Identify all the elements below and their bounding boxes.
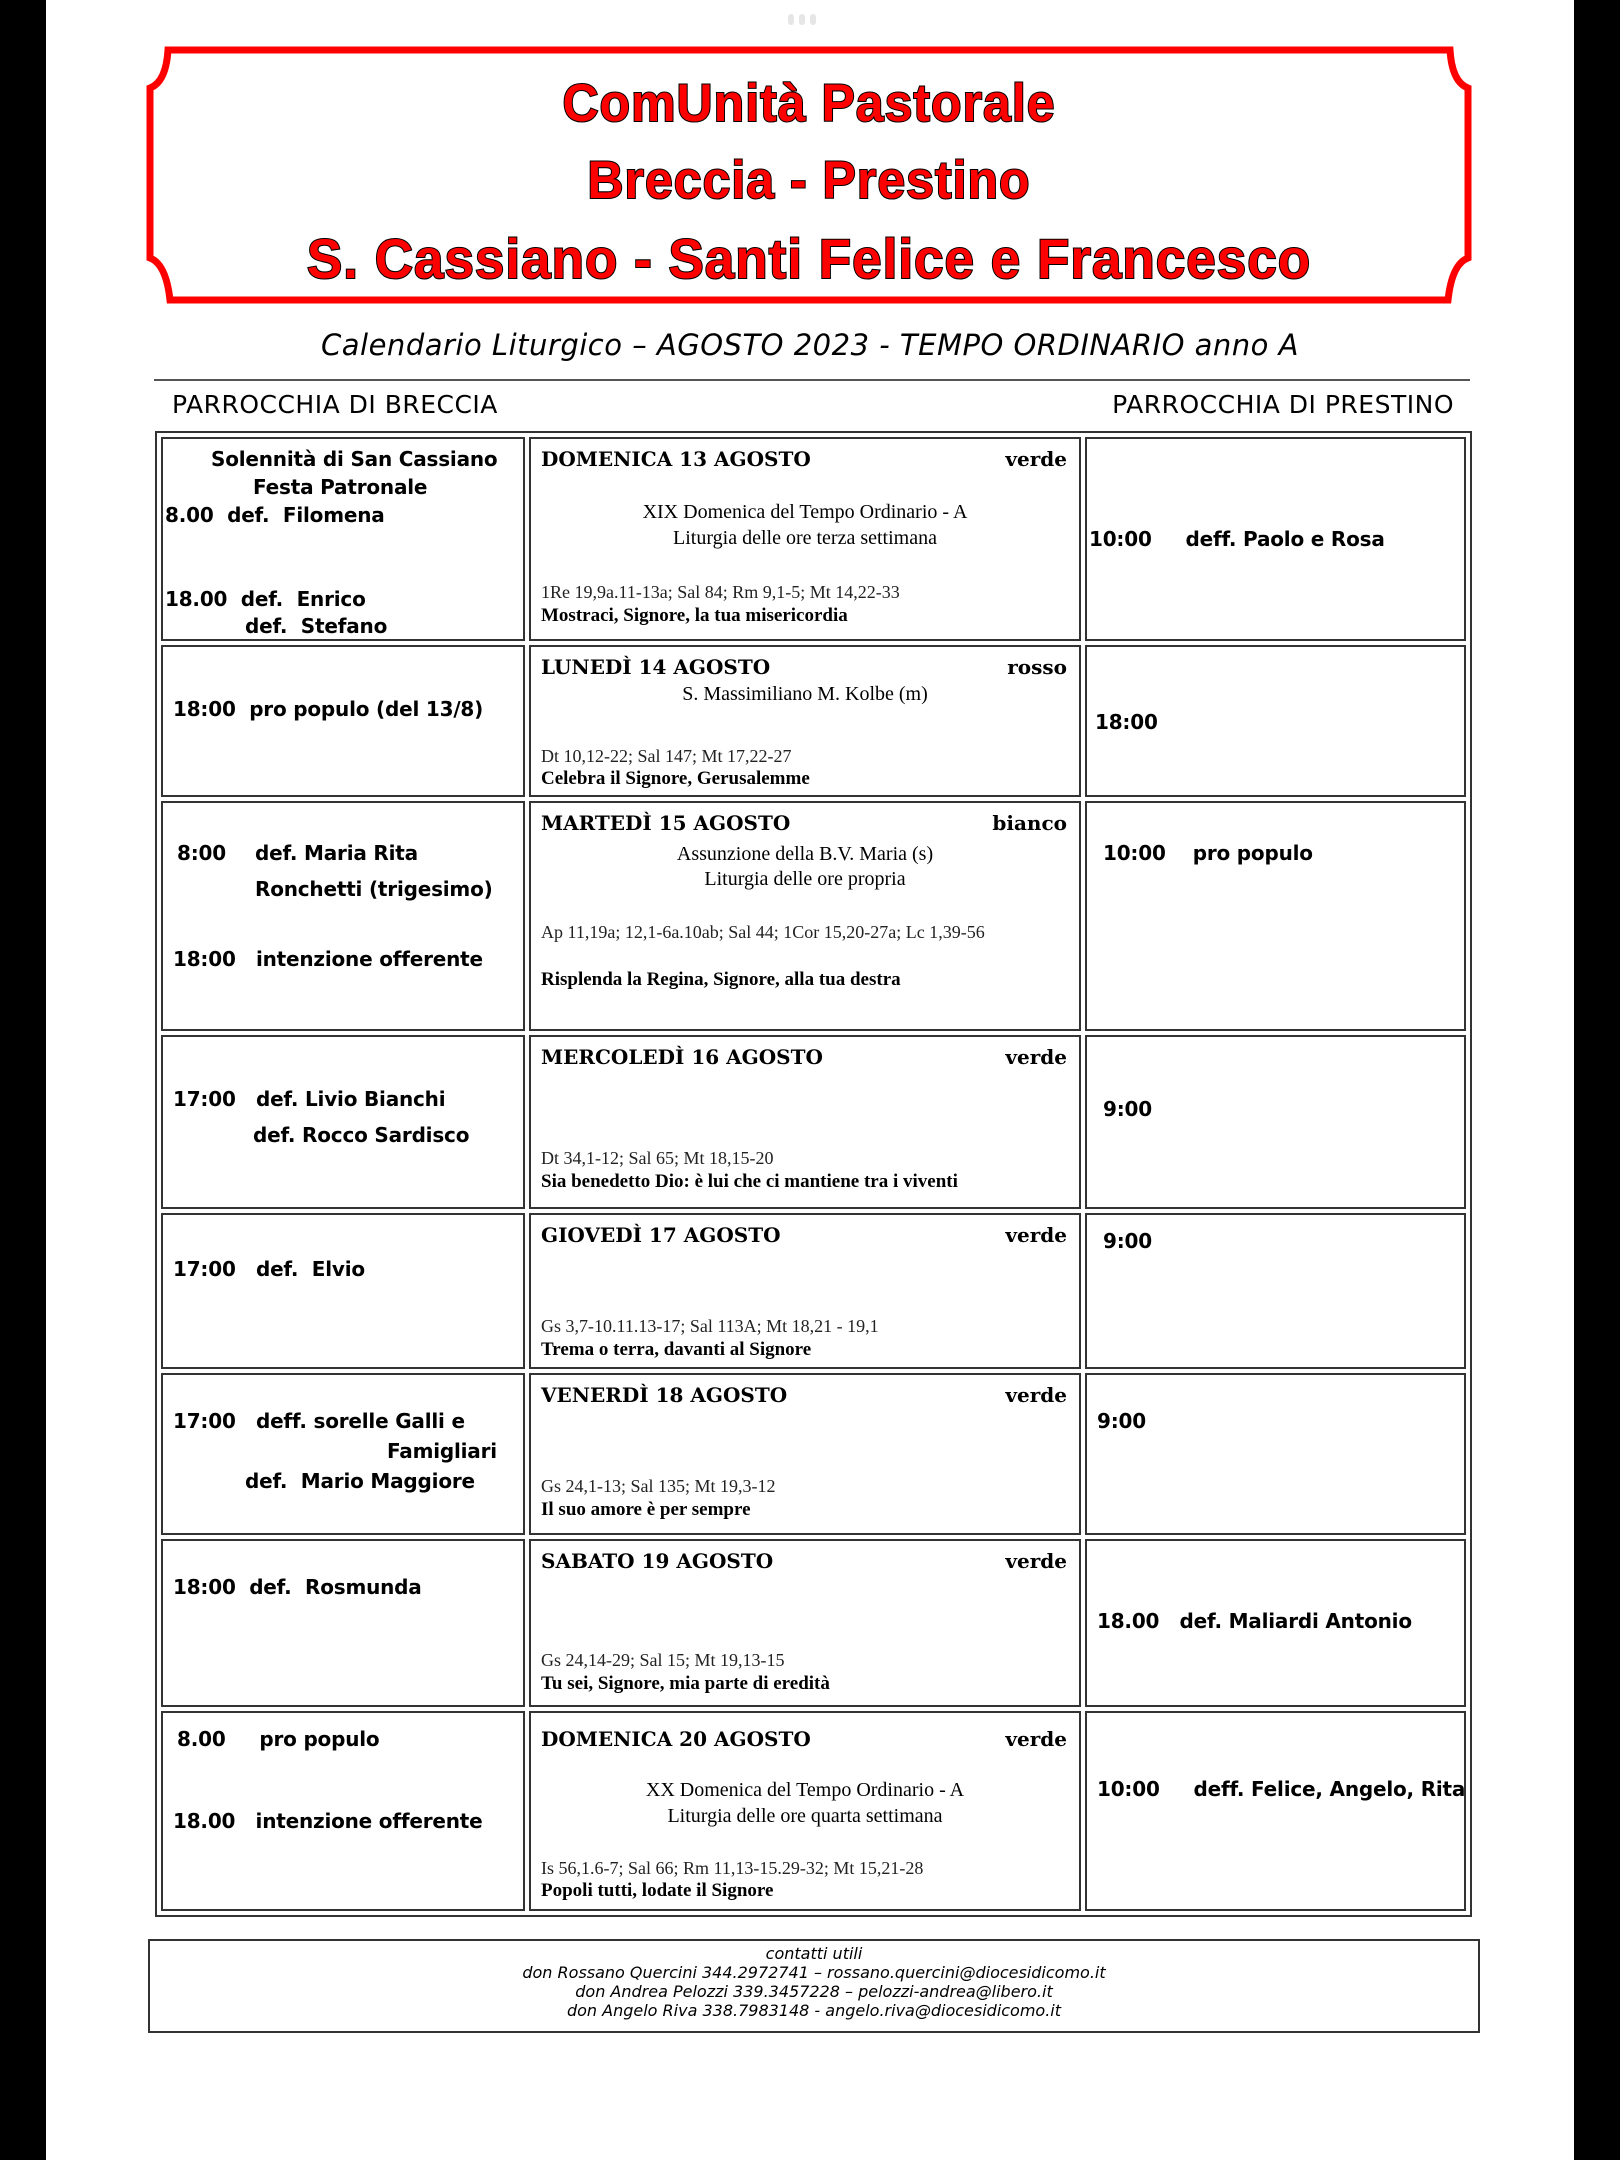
breccia-mass: Famigliari [387, 1439, 497, 1463]
prestino-cell [1085, 645, 1466, 797]
breccia-mass: 18:00 pro populo (del 13/8) [173, 697, 484, 721]
readings: Dt 34,1-12; Sal 65; Mt 18,15-20 [541, 1148, 774, 1168]
day-title: GIOVEDÌ 17 AGOSTO [541, 1223, 781, 1247]
liturgical-color: verde [1005, 1383, 1067, 1407]
psalm-response: Tu sei, Signore, mia parte di eredità [541, 1673, 830, 1694]
viewer-right-margin [1574, 0, 1620, 2160]
prestino-cell [1085, 437, 1466, 641]
prestino-mass: 10:00 deff. Felice, Angelo, Rita [1097, 1777, 1466, 1801]
breccia-mass: def. Mario Maggiore [245, 1469, 475, 1493]
more-options-handle-icon[interactable] [788, 14, 816, 25]
parish-breccia-heading: PARROCCHIA DI BRECCIA [172, 390, 498, 419]
day-cell [529, 801, 1081, 1031]
breccia-cell [161, 1711, 525, 1911]
day-cell [529, 1373, 1081, 1535]
psalm-response: Popoli tutti, lodate il Signore [541, 1880, 774, 1901]
contact-line: don Rossano Quercini 344.2972741 – rossano.quercini@diocesidicomo.it [522, 1963, 1106, 1982]
day-title: SABATO 19 AGOSTO [541, 1549, 774, 1573]
liturgical-color: verde [1005, 1223, 1067, 1247]
day-title: VENERDÌ 18 AGOSTO [541, 1383, 788, 1407]
breccia-mass: def. Maria Rita [255, 841, 418, 865]
viewer-left-margin [0, 0, 46, 2160]
day-header [541, 1223, 1067, 1247]
breccia-mass: Ronchetti (trigesimo) [255, 877, 493, 901]
prestino-cell [1085, 1539, 1466, 1707]
breccia-mass: 8.00 def. Filomena [165, 503, 385, 527]
prestino-mass: 9:00 [1103, 1229, 1152, 1253]
feast-line: Assunzione della B.V. Maria (s) [676, 843, 934, 865]
breccia-cell [161, 1213, 525, 1369]
divider [154, 379, 1470, 381]
prestino-mass: 18:00 [1095, 710, 1158, 734]
header-banner [146, 46, 1472, 304]
readings: 1Re 19,9a.11-13a; Sal 84; Rm 9,1-5; Mt 14,22-33 [541, 582, 900, 602]
day-header [541, 447, 1067, 471]
liturgical-color: rosso [1007, 655, 1067, 679]
psalm-response: Trema o terra, davanti al Signore [541, 1339, 812, 1360]
prestino-cell [1085, 1711, 1466, 1911]
breccia-mass: 18.00 intenzione offerente [173, 1809, 483, 1833]
feast-line: Liturgia delle ore quarta settimana [667, 1805, 943, 1827]
day-header [541, 1383, 1067, 1407]
prestino-cell [1085, 1213, 1466, 1369]
breccia-mass: 17:00 deff. sorelle Galli e [173, 1409, 465, 1433]
day-cell [529, 1035, 1081, 1209]
breccia-cell [161, 1035, 525, 1209]
breccia-cell [161, 437, 525, 641]
day-header [541, 655, 1067, 679]
day-header [541, 1727, 1067, 1751]
banner-title-line-3: S. Cassiano - Santi Felice e Francesco [306, 228, 1312, 291]
calendar-table [155, 431, 1472, 1917]
feast-line: Liturgia delle ore propria [704, 868, 906, 890]
feast-line: S. Massimiliano M. Kolbe (m) [682, 683, 928, 705]
breccia-mass: 8.00 pro populo [177, 1727, 380, 1751]
psalm-response: Mostraci, Signore, la tua misericordia [541, 605, 848, 626]
breccia-mass: 17:00 def. Livio Bianchi [173, 1087, 446, 1111]
prestino-mass: 9:00 [1103, 1097, 1152, 1121]
breccia-cell [161, 645, 525, 797]
liturgical-color: verde [1005, 1727, 1067, 1751]
breccia-cell [161, 801, 525, 1031]
feast-line: Liturgia delle ore terza settimana [673, 527, 937, 549]
breccia-mass: 17:00 def. Elvio [173, 1257, 365, 1281]
psalm-response: Celebra il Signore, Gerusalemme [541, 768, 810, 789]
day-title: DOMENICA 13 AGOSTO [541, 447, 811, 471]
breccia-cell [161, 1539, 525, 1707]
prestino-mass: 10:00 pro populo [1103, 841, 1313, 865]
liturgical-color: bianco [992, 811, 1067, 835]
readings: Is 56,1.6-7; Sal 66; Rm 11,13-15.29-32; Mt 15,21-28 [541, 1858, 924, 1878]
prestino-cell [1085, 801, 1466, 1031]
contacts-title: contatti utili [765, 1944, 863, 1963]
day-cell [529, 1213, 1081, 1369]
day-title: LUNEDÌ 14 AGOSTO [541, 655, 771, 679]
prestino-mass: 9:00 [1097, 1409, 1146, 1433]
breccia-mass: def. Rocco Sardisco [253, 1123, 470, 1147]
parish-prestino-heading: PARROCCHIA DI PRESTINO [1112, 390, 1454, 419]
readings: Gs 24,14-29; Sal 15; Mt 19,13-15 [541, 1650, 785, 1670]
day-cell [529, 1711, 1081, 1911]
readings: Ap 11,19a; 12,1-6a.10ab; Sal 44; 1Cor 15,20-27a; Lc 1,39-56 [541, 922, 985, 942]
breccia-mass: 18:00 def. Rosmunda [173, 1575, 422, 1599]
day-cell [529, 1539, 1081, 1707]
banner-title-line-2: Breccia - Prestino [587, 150, 1031, 210]
readings: Gs 3,7-10.11.13-17; Sal 113A; Mt 18,21 - 19,1 [541, 1316, 879, 1336]
day-header [541, 1549, 1067, 1573]
contact-line: don Andrea Pelozzi 339.3457228 – pelozzi-andrea@libero.it [575, 1982, 1053, 2001]
prestino-cell [1085, 1373, 1466, 1535]
day-header [541, 1045, 1067, 1069]
psalm-response: Il suo amore è per sempre [541, 1499, 751, 1520]
day-cell [529, 437, 1081, 641]
calendar-subtitle: Calendario Liturgico – AGOSTO 2023 - TEMPO ORDINARIO anno A [321, 328, 1299, 362]
contacts-box [148, 1939, 1480, 2033]
liturgical-color: verde [1005, 1549, 1067, 1573]
banner-title-line-1: ComUnità Pastorale [562, 73, 1056, 133]
readings: Dt 10,12-22; Sal 147; Mt 17,22-27 [541, 746, 792, 766]
feast-line: XX Domenica del Tempo Ordinario - A [645, 1779, 965, 1801]
readings: Gs 24,1-13; Sal 135; Mt 19,3-12 [541, 1476, 776, 1496]
liturgical-color: verde [1005, 1045, 1067, 1069]
breccia-mass: 18:00 intenzione offerente [173, 947, 483, 971]
day-title: MARTEDÌ 15 AGOSTO [541, 811, 791, 835]
psalm-response: Risplenda la Regina, Signore, alla tua destra [541, 969, 901, 990]
breccia-mass: 18.00 def. Enrico [165, 587, 366, 611]
breccia-note: Solennità di San Cassiano [211, 447, 498, 471]
day-title: DOMENICA 20 AGOSTO [541, 1727, 811, 1751]
breccia-mass: def. Stefano [245, 614, 388, 638]
breccia-cell [161, 1373, 525, 1535]
feast-line: XIX Domenica del Tempo Ordinario - A [642, 501, 968, 523]
breccia-note: Festa Patronale [253, 475, 428, 499]
breccia-mass-time: 8:00 [177, 841, 226, 865]
day-title: MERCOLEDÌ 16 AGOSTO [541, 1045, 823, 1069]
day-header [541, 811, 1067, 835]
prestino-cell [1085, 1035, 1466, 1209]
contact-line: don Angelo Riva 338.7983148 - angelo.riva@diocesidicomo.it [566, 2001, 1062, 2020]
prestino-mass: 18.00 def. Maliardi Antonio [1097, 1609, 1412, 1633]
psalm-response: Sia benedetto Dio: è lui che ci mantiene tra i viventi [541, 1171, 958, 1192]
prestino-mass: 10:00 deff. Paolo e Rosa [1089, 527, 1385, 551]
liturgical-color: verde [1005, 447, 1067, 471]
day-cell [529, 645, 1081, 797]
